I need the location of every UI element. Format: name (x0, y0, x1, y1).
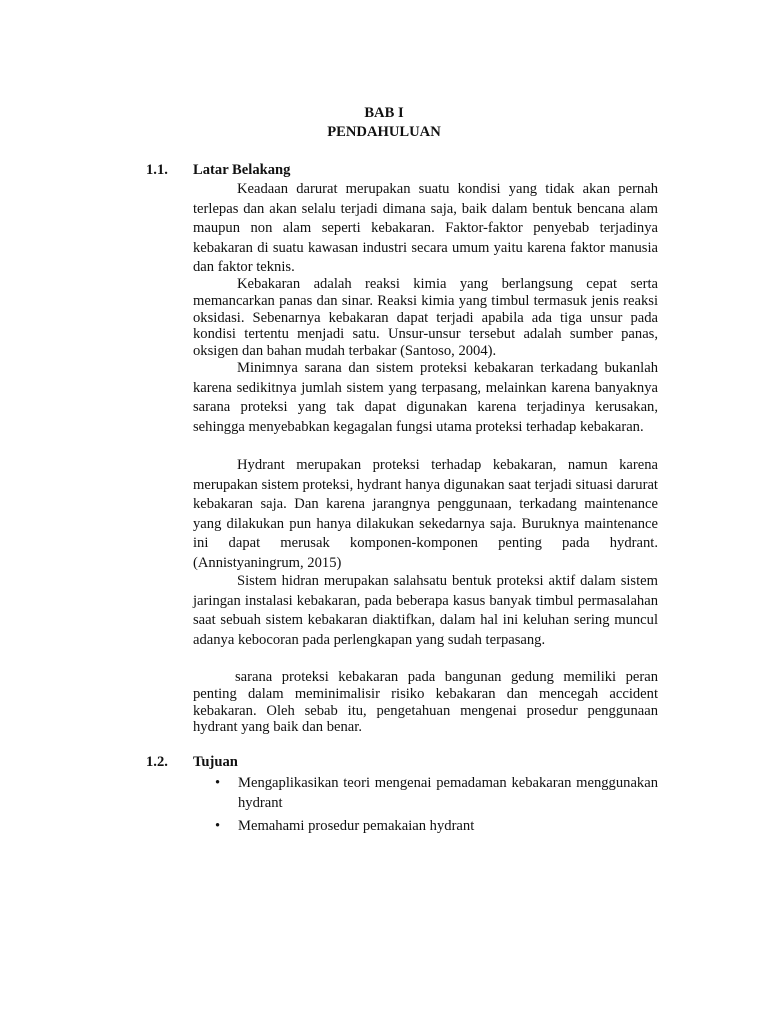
list-item (193, 817, 658, 837)
bullet-icon: • (215, 775, 221, 791)
paragraph: Minimnya sarana dan sistem proteksi kebakaran terkadang bukanlah karena sedikitnya jumlah sistem yang terpasang, melainkan karena banyaknya sarana proteksi yang tak dapat digunakan karena terjadinya kerusakan, sehingga menyebabkan kegagalan fungsi utama proteksi terhadap kebakaran. (193, 360, 658, 435)
bullet-icon: • (215, 818, 221, 834)
list-item (193, 774, 658, 813)
chapter-title: PENDAHULUAN (327, 124, 441, 140)
list-item-text: Memahami prosedur pemakaian hydrant (238, 818, 475, 834)
paragraph: Kebakaran adalah reaksi kimia yang berlangsung cepat serta memancarkan panas dan sinar. Reaksi kimia yang timbul termasuk jenis reaksi oksidasi. Sebenarnya kebakaran dapat terjadi apabila ada tiga unsur pada kondisi tertentu menjadi satu. Unsur-unsur tersebut adalah sumber panas, oksigen dan bahan mudah terbakar (Santoso, 2004). (193, 276, 658, 360)
section-number-1-1: 1.1. (146, 162, 168, 178)
list-item-text: Mengaplikasikan teori mengenai pemadaman kebakaran menggunakan hydrant (238, 775, 658, 811)
paragraph: Hydrant merupakan proteksi terhadap kebakaran, namun karena merupakan sistem proteksi, hydrant hanya digunakan saat terjadi situasi darurat kebakaran saja. Dan karena jarangnya penggunaan, terkadang maintenance yang dilakukan pun hanya dilakukan sekedarnya saja. Buruknya maintenance ini dapat merusak komponen-komponen penting pada hydrant. (Annistyaningrum, 2015) (193, 457, 658, 571)
paragraph: Keadaan darurat merupakan suatu kondisi yang tidak akan pernah terlepas dan akan selalu terjadi dimana saja, baik dalam bentuk bencana alam maupun non alam seperti kebakaran. Faktor-faktor penyebab terjadinya kebakaran di suatu kawasan industri secara umum yaitu karena faktor manusia dan faktor teknis. (193, 181, 658, 276)
section-title-latar-belakang: Latar Belakang (193, 162, 291, 178)
chapter-label: BAB I (364, 105, 404, 121)
section-title-tujuan: Tujuan (193, 754, 238, 770)
paragraph: Sistem hidran merupakan salahsatu bentuk proteksi aktif dalam sistem jaringan instalasi kebakaran, pada beberapa kasus banyak timbul permasalahan saat sebuah sistem kebakaran diaktifkan, dalam hal ini keluhan sering muncul adanya kebocoran pada perlengkapan yang sudah terpasang. (193, 573, 658, 648)
section-number-1-2: 1.2. (146, 754, 168, 770)
objectives-list (193, 774, 658, 841)
paragraph: sarana proteksi kebakaran pada bangunan gedung memiliki peran penting dalam meminimalisir risiko kebakaran dan mencegah accident kebakaran. Oleh sebab itu, pengetahuan mengenai prosedur penggunaan hydrant yang baik dan benar. (193, 669, 658, 736)
